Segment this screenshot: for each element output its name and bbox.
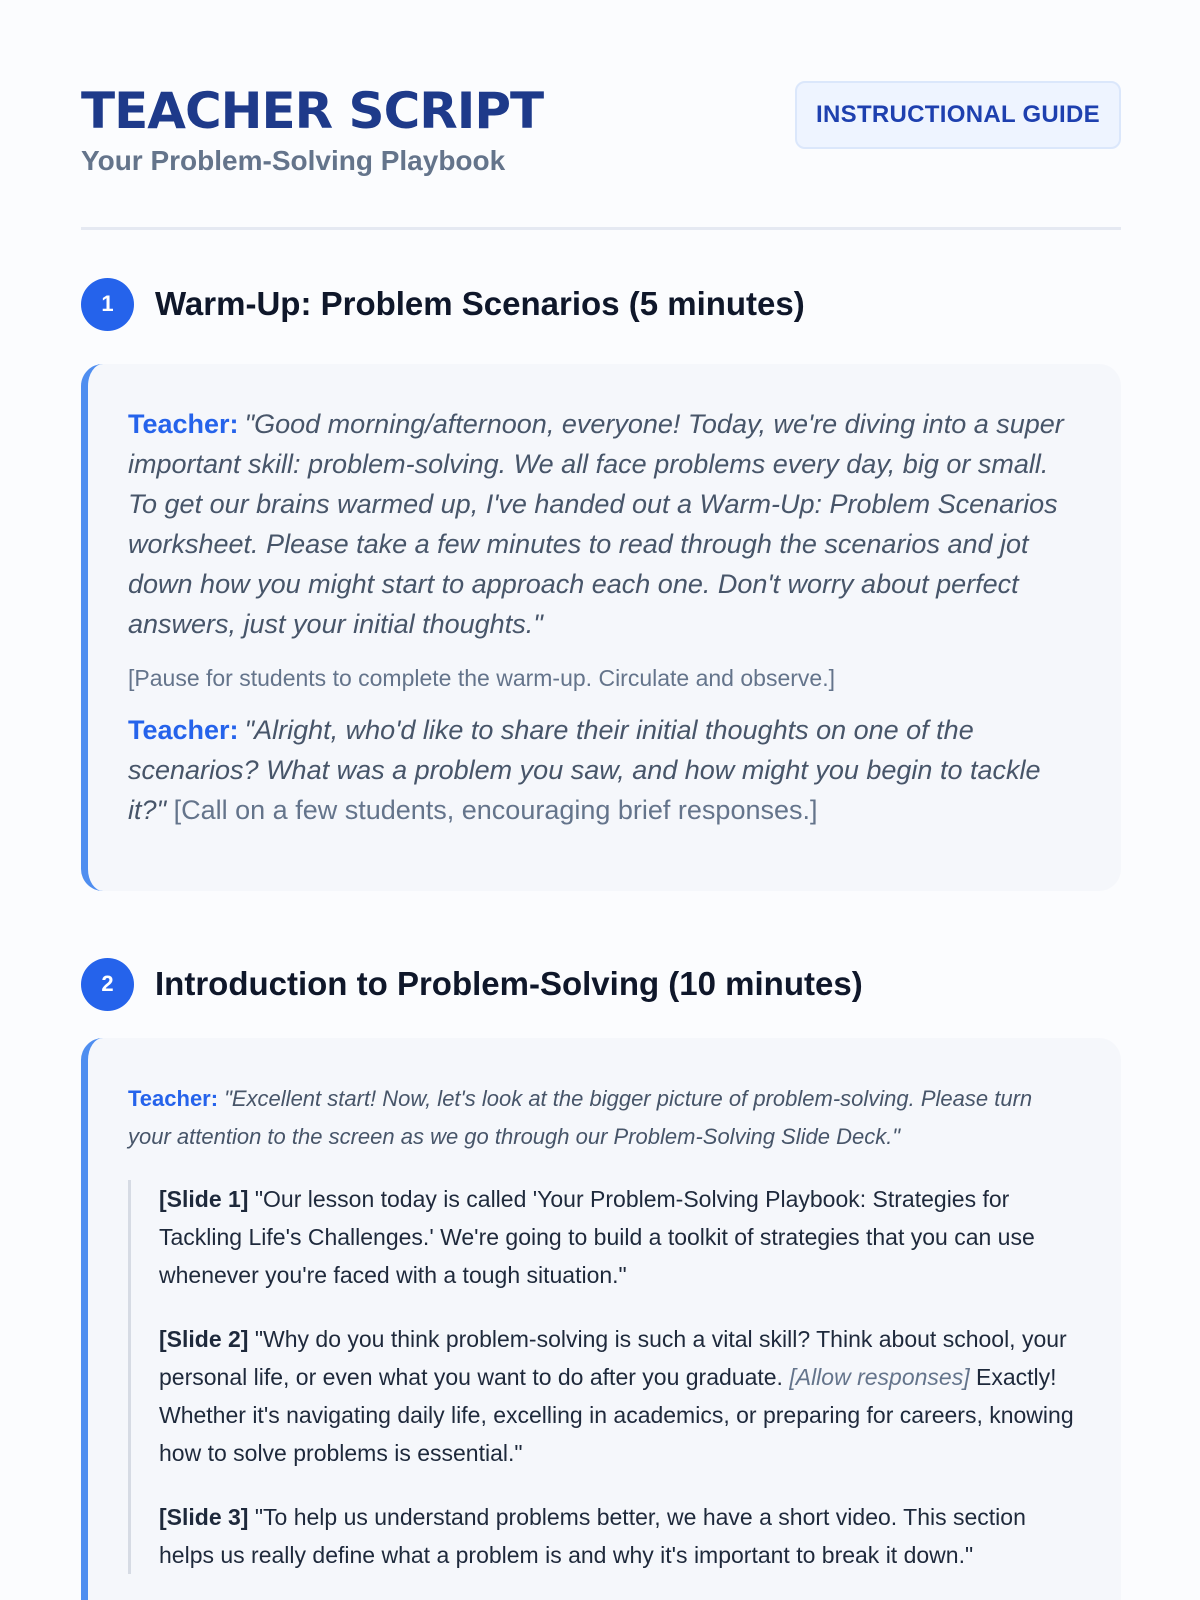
script-card-warm-up [81,364,1121,891]
section-title: Introduction to Problem-Solving (10 minutes) [155,965,863,1002]
section-number-badge: 2 [81,958,134,1011]
slide-text: "Our lesson today is called 'Your Problem-Solving Playbook: Strategies for Tackling Life's Challenges.' We're going to build a toolkit of strategies that you can use whenever you're faced with a tough situation." [159,1186,1035,1288]
stage-direction: [Call on a few students, encouraging brief responses.] [173,795,818,825]
teacher-quote: "Alright, who'd like to share their initial thoughts on one of the scenarios? What was a problem you saw, and how might you begin to tackle it?" [128,715,1041,825]
teacher-line [128,1080,1075,1156]
teacher-quote: "Good morning/afternoon, everyone! Today, we're diving into a super important skill: problem-solving. We all face problems every day, big or small. To get our brains warmed up, I've handed out a Warm-Up: Problem Scenarios worksheet. Please take a few minutes to read through the scenarios and jot down how you might start to approach each one. Don't worry about perfect answers, just your initial thoughts." [128,409,1064,639]
slide-tag: [Slide 1] [159,1186,249,1212]
slide-text: Exactly! Whether it's navigating daily life, excelling in academics, or preparing for careers, knowing how to solve problems is essential." [159,1364,1074,1466]
slide-text: "Why do you think problem-solving is such a vital skill? Think about school, your personal life, or even what you want to do after you graduate. [159,1326,1067,1390]
teacher-line [128,404,1075,644]
instructional-guide-badge: INSTRUCTIONAL GUIDE [795,81,1121,149]
slide-note [159,1320,1075,1472]
section-title: Warm-Up: Problem Scenarios (5 minutes) [155,285,805,322]
script-card-introduction [81,1038,1121,1600]
response-prompt: [Allow responses] [789,1364,970,1390]
header-divider [81,227,1121,230]
section-heading-warm-up [81,277,805,331]
speaker-label: Teacher: [128,715,239,745]
speaker-label: Teacher: [128,1086,219,1111]
page-title: TEACHER SCRIPT [81,82,544,140]
page-subtitle: Your Problem-Solving Playbook [81,145,506,176]
slide-notes [128,1180,1075,1574]
slide-tag: [Slide 3] [159,1504,249,1530]
slide-tag: [Slide 2] [159,1326,249,1352]
page-header [81,80,1121,230]
slide-note [159,1180,1075,1294]
slide-text: "To help us understand problems better, we have a short video. This section helps us really define what a problem is and why it's important to break it down." [159,1504,1026,1568]
speaker-label: Teacher: [128,409,239,439]
stage-direction: [Pause for students to complete the warm-up. Circulate and observe.] [128,665,835,691]
slide-note [159,1498,1075,1574]
section-heading-introduction [81,957,863,1011]
section-number-badge: 1 [81,278,134,331]
teacher-line [128,710,1075,830]
teacher-quote: "Excellent start! Now, let's look at the bigger picture of problem-solving. Please turn your attention to the screen as we go through our Problem-Solving Slide Deck." [128,1086,1033,1149]
